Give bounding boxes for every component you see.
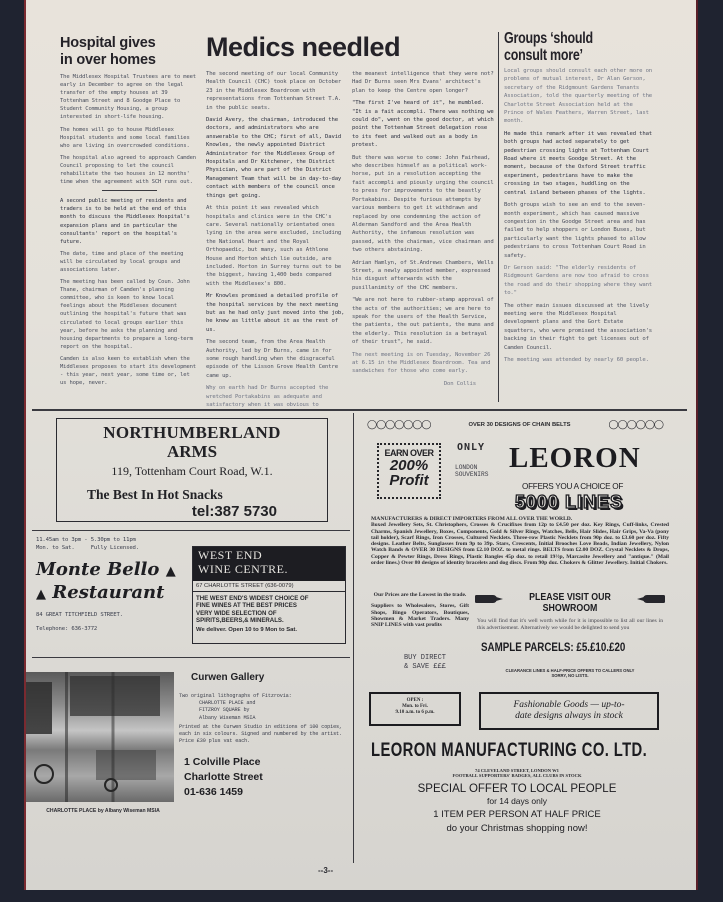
medics-paragraph: At this point it was revealed which hospitals and clinics were in the CHC's care. Several nationally orientated ones lying in the area were excluded, including the National Heart and the Royal Orthopaedic, but many, such as Athlone House and Horton which lie outside, are included. Horton in Surrey turns out to be the biggest, having 1,400 beds compared with the Middlesex's 800. bbox=[206, 205, 342, 287]
restaurant-hours bbox=[36, 536, 196, 553]
ad-leoron bbox=[356, 415, 672, 875]
open-title: OPEN : bbox=[406, 698, 424, 703]
gallery-details: Printed at the Curwen Studio in editions of 100 copies, each in six colours. Signed and numbered by the artist. Price £30 plus vat each. bbox=[179, 723, 342, 745]
fashionable-goods-box bbox=[479, 692, 659, 730]
medics-paragraph: "We are not here to rubber-stamp approval of the acts of the authorities; we are here to speak for the users of the Health Service, the patients, the out patients, the mums and the elderly. This resolution is a betrayal of their trust", he said. bbox=[352, 297, 494, 346]
wine-body-line: VERY WIDE SELECTION OF bbox=[196, 609, 277, 617]
section-divider bbox=[32, 657, 350, 658]
gallery-description bbox=[179, 693, 347, 745]
wine-header bbox=[193, 547, 345, 581]
gallery-address-line2: Charlotte Street bbox=[184, 771, 263, 784]
leoron-brand: LEORON bbox=[509, 442, 641, 474]
open-hours: 9.10 a.m. to 6 p.m. bbox=[395, 710, 435, 715]
leoron-banner bbox=[367, 419, 663, 430]
hospital-headline bbox=[60, 36, 198, 67]
leoron-prices bbox=[371, 592, 469, 628]
buy-direct-line2: & SAVE £££ bbox=[403, 663, 446, 671]
restaurant-name-line1 bbox=[36, 559, 196, 580]
wine-delivery: We deliver. Open 10 to 9 Mon to Sat. bbox=[196, 627, 298, 634]
leoron-badges: FOOTBALL SUPPORTERS' BADGES, ALL CLUBS IN STOCK bbox=[452, 773, 582, 778]
section-divider bbox=[102, 190, 157, 191]
ad-northumberland-arms bbox=[56, 418, 328, 522]
pub-name-line1: NORTHUMBERLAND bbox=[103, 423, 281, 442]
newspaper-page bbox=[24, 0, 696, 890]
hospital-paragraph: The date, time and place of the meeting will be circulated by local groups and associations later. bbox=[60, 250, 184, 273]
illustration-window bbox=[26, 682, 52, 734]
opening-hours-box bbox=[369, 692, 461, 726]
groups-headline bbox=[504, 30, 644, 64]
manufacturers-body: Boxed Jewellery Sets, St. Christophers, Crosses & Crucifixes from 12p to £4.50 per doz. Key Rings, Cuff-links, Crested Charms, Spanish Jewellery, Boxes, Components, Gold & Silver Rings, Watches, Bells, Hair Slides, Hair Grips, Va-Va (pony tail holder), Scarf Rings, Iron Crosses, Cultured Necklets. Three-row Plastic Necklets from 90p doz. to £3.60 per doz. Fifty designs. Leather Belts, Sunglasses from 9p to 39p. Stars, Crescents, Initial Brooches Love Beads, Indian Jewellery, Nylon Watch Bands & OVER 30 DESIGNS from £2.10 DOZ. to metal rings. BELTS from £2.00 DOZ. Crystal Necklets & Drops, Copper & Pewter Rings, Dress Rings, Plastic Bangles 45p doz. to retail 19½p, Marcasite Jewellery and "antique." (Mail order lines.) Over 80 designs of identity bracelets and dog discs. From 90p doz. Chokers & Glitter Jewellery. Initial Chokers. bbox=[371, 522, 669, 567]
hospital-headline-line2: in over homes bbox=[60, 51, 156, 68]
groups-body bbox=[504, 67, 652, 364]
ad-monte-bello bbox=[36, 536, 196, 634]
special-offer-christmas: do your Christmas shopping now! bbox=[446, 823, 588, 834]
clearance-line1: CLEARANCE LINES & HALF-PRICE OFFERS TO CALLERS ONLY bbox=[505, 668, 635, 673]
medics-paragraph: But there was worse to come: John Fairhead, who describes himself as a political work-horse, put in a resolution accepting the fait accompli and piously urging the council to press for improvements to the beastly Portakabins. Despite furious attempts by various members to get it withdrawn and replaced by one condemning the action of Alderman Sandford and the Area Health Authority, the infamous resolution was passed, with the chairman, vice chairman and two others abstaining. bbox=[352, 154, 494, 254]
groups-paragraph: Local groups should consult each other more on problems of mutual interest, Dr Alan Gerson, secretary of the Ridgmount Gardens Tenants Association, told the quarterly meeting of the Charlotte Street Association held at the Prince of Wales Feathers, Warren Street, last month. bbox=[504, 68, 653, 125]
earn-line2: 200% bbox=[389, 457, 429, 474]
chain-icon: ◯◯◯◯◯◯◯ bbox=[367, 419, 431, 429]
gallery-work: Albany Wiseman MSIA bbox=[199, 714, 256, 721]
hospital-body bbox=[60, 73, 198, 387]
illustration-window bbox=[70, 676, 160, 716]
illustration-wheel bbox=[34, 764, 54, 784]
clearance-notice bbox=[477, 668, 663, 678]
article-hospital bbox=[60, 36, 198, 391]
illustration-window bbox=[96, 750, 156, 780]
section-divider bbox=[32, 530, 350, 531]
groups-paragraph: The other main issues discussed at the lively meeting were the Middlesex Hospital development plans and the Gort Estate squatters, who were promised the association's backing in their fight to get licenses out of Camden Council. bbox=[504, 302, 653, 351]
groups-paragraph: Dr Gerson said: "The elderly residents of Ridgmount Gardens are now too afraid to cross the road and do their shopping where they want to." bbox=[504, 264, 653, 297]
groups-paragraph: The meeting was attended by nearly 60 people. bbox=[504, 357, 649, 363]
wine-address: 67 CHARLOTTE STREET (636-0079) bbox=[193, 581, 345, 592]
visit-showroom bbox=[477, 592, 663, 614]
fashion-line1: Fashionable Goods — up-to- bbox=[513, 700, 625, 710]
pub-tagline: The Best In Hot Snacks bbox=[87, 487, 223, 502]
wine-name-line2: WINE CENTRE. bbox=[198, 562, 288, 576]
medics-paragraph: David Avery, the chairman, introduced the doctors, and administrators who are answerable to the CHC; first of all, David Knowles, the newly appointed District Administrator for the Middlesex Group of Hospitals and Dr Kitchener, the District Physician, who are part of the District Management Team that will be in day-to-day contact with members of the council once things get going. bbox=[206, 117, 342, 199]
illustration-caption: CHARLOTTE PLACE by Albany Wiseman MSIA bbox=[46, 808, 160, 814]
medics-paragraph: The second team, from the Area Health Authority, led by Dr Burns, came in for some rough handling when the disgraceful episode of the Lisson Grove Health Centre came up. bbox=[206, 339, 338, 379]
leoron-souvenirs bbox=[455, 464, 488, 478]
earn-line1: EARN OVER bbox=[384, 448, 434, 458]
prices-lowest: Our Prices are the Lowest in the trade. bbox=[373, 592, 467, 598]
medics-paragraph: the meanest intelligence that they were not? Had Dr Burns seen Mrs Evans' architect's plan to keep the Centre open longer? bbox=[352, 71, 494, 94]
clearance-line2: SORRY, NO LISTS. bbox=[551, 673, 589, 678]
wine-body-line: FINE WINES AT THE BEST PRICES bbox=[196, 602, 297, 610]
leoron-company-name: LEORON MANUFACTURING CO. LTD. bbox=[371, 740, 648, 761]
medics-column-2 bbox=[352, 70, 494, 392]
ad-curwen-gallery bbox=[179, 672, 347, 800]
visit-line2: SHOWROOM bbox=[542, 603, 598, 614]
restaurant-name-line2 bbox=[36, 582, 196, 603]
tree-icon: ▲ bbox=[165, 563, 176, 579]
gallery-address-line1: 1 Colville Place bbox=[184, 756, 261, 769]
medics-paragraph: Mr Knowles promised a detailed profile of the hospital services by the next meeting but as he had only just moved into the job, he knew as little about it as the rest of us. bbox=[206, 293, 345, 333]
groups-paragraph: Both groups wish to see an end to the seven-month experiment, which has caused massive congestion in the Goodge Street area and has failed to help shoppers or London Buses, but particularly want the lights phased to allow pedestrians to cross Tottenham Court Road in safety. bbox=[504, 202, 646, 259]
special-offer-title: SPECIAL OFFER TO LOCAL PEOPLE bbox=[417, 783, 617, 795]
special-offer-days: for 14 days only bbox=[486, 796, 547, 806]
medics-paragraph: Adrian Hamlyn, of St.Andrews Chambers, Wells Street, a newly appointed member, expressed his disgust afterwards with the pusillanimity of the CHC members. bbox=[352, 259, 494, 291]
hospital-paragraph: Camden is also keen to establish when the Middlesex proposes to start its development - this year, next year, some time or, let us hope, never. bbox=[60, 355, 196, 387]
page-number: --3-- bbox=[318, 866, 334, 875]
restaurant-hours-line1: 11.45am to 3pm - 5.30pm to 11pm bbox=[36, 537, 136, 543]
earn-profit-badge bbox=[377, 443, 441, 499]
groups-headline-line1: Groups ‘should bbox=[504, 30, 593, 47]
visit-line1: PLEASE VISIT OUR bbox=[529, 592, 611, 603]
illustration-wheel bbox=[104, 778, 118, 792]
medics-paragraph: Why on earth had Dr Burns accepted the wretched Portakabins as adequate and satisfactory when it was obvious to bbox=[206, 385, 329, 409]
leoron-only: ONLY bbox=[457, 442, 486, 453]
open-days: Mon. to Fri. bbox=[402, 704, 428, 709]
hospital-paragraph: The hospital also agreed to approach Camden Council proposing to let the council rehabilitate the two houses in 12 months' time when the agreement with SCH runs out. bbox=[60, 154, 196, 186]
hospital-paragraph: A second public meeting of residents and traders is to be held at the end of this month to discuss the Middlesex Hospital's expansion plans and in particular the consultants' report on the hospital's future. bbox=[60, 198, 190, 245]
leoron-manufacturers bbox=[371, 516, 669, 566]
restaurant-name: Monte Bello bbox=[36, 558, 160, 580]
wine-body bbox=[193, 592, 345, 624]
restaurant-hours-line2: Mon. to Sat. Fully Licensed. bbox=[36, 545, 139, 552]
section-divider bbox=[32, 409, 687, 411]
leoron-address bbox=[371, 768, 663, 778]
leoron-offers: OFFERS YOU A CHOICE OF bbox=[522, 482, 624, 491]
chain-icon: ◯◯◯◯◯◯ bbox=[608, 419, 663, 429]
groups-headline-line2: consult more’ bbox=[504, 47, 583, 64]
visit-body: You will find that it's well worth while for it is impossible to list all our lines in this advertisement. Alternatively we would be delighted to send you bbox=[477, 618, 663, 631]
medics-column-1 bbox=[206, 70, 346, 413]
tree-icon: ▲ bbox=[36, 586, 46, 602]
gallery-work: FITZROY SQUARE by bbox=[199, 707, 250, 714]
column-divider bbox=[353, 413, 354, 863]
fashion-line2: date designs always in stock bbox=[515, 711, 623, 721]
special-offer-half-price: 1 ITEM PER PERSON AT HALF PRICE bbox=[433, 809, 601, 820]
leoron-banner-text: OVER 30 DESIGNS OF CHAIN BELTS bbox=[468, 421, 571, 428]
restaurant-phone: Telephone: 636-3772 bbox=[36, 626, 98, 633]
ad-west-end-wine-centre bbox=[192, 546, 346, 644]
pub-phone: tel:387 5730 bbox=[191, 503, 277, 520]
gallery-address bbox=[179, 755, 347, 800]
medics-paragraph: "The first I've heard of it", he mumbled. "It is a fait accompli. There was nothing we could do", went on the good doctor, at which point the Tottenham Street delegation rose to its feet and walked out as a body in protest. bbox=[352, 100, 494, 149]
suppliers-text: Suppliers to Wholesalers, Stores, Gift Shops, Bingo Operators, Boutiques, Showmen & Market Traders. Many SNIP LINES with vast profits bbox=[371, 603, 469, 629]
pub-name-line2: ARMS bbox=[166, 442, 218, 461]
charlotte-place-illustration bbox=[24, 672, 174, 802]
medics-byline: Don Collis bbox=[443, 380, 476, 387]
gallery-work: CHARLOTTE PLACE and bbox=[199, 700, 256, 707]
souvenirs-line1: LONDON bbox=[455, 464, 478, 471]
restaurant-name: Restaurant bbox=[52, 581, 165, 603]
sample-parcels: SAMPLE PARCELS: £5.£10.£20 bbox=[481, 642, 626, 654]
gallery-phone: 01-636 1459 bbox=[184, 786, 243, 799]
groups-paragraph: He made this remark after it was revealed that both groups had acted separately to get pedestrian crossing lights at Tottenham Court Road where it meets Goodge Street. At the moment, because of the Oxford Street traffic experiment, pedestrians have to make the crossing in two stages, huddling on the central island between phases of the lights. bbox=[504, 130, 653, 196]
medics-headline: Medics needled bbox=[206, 32, 401, 62]
hospital-paragraph: The homes will go to house Middlesex Hospital students and some local families who are living in overcrowded conditions. bbox=[60, 126, 190, 149]
gallery-works bbox=[179, 700, 347, 722]
special-offer bbox=[371, 782, 663, 835]
hospital-headline-line1: Hospital gives bbox=[60, 35, 156, 51]
column-divider bbox=[498, 32, 499, 402]
souvenirs-line2: SOUVENIRS bbox=[455, 471, 489, 478]
buy-direct-line1: BUY DIRECT bbox=[403, 654, 446, 662]
gallery-intro: Two original lithographs of Fitzrovia: bbox=[179, 693, 292, 699]
hospital-paragraph: The Middlesex Hospital Trustees are to meet early in December to agree on the legal transfer of the empty houses at 39 Tottenham Street and 8 Goodge Place to Student Community Housing, a group interested in short-life housing. bbox=[60, 74, 196, 121]
manufacturers-heading: MANUFACTURERS & DIRECT IMPORTERS FROM ALL OVER THE WORLD. bbox=[371, 516, 573, 522]
hospital-paragraph: The meeting has been called by Coun. John Thane, chairman of Camden's planning committee, who is keen to know local feelings about the Middlesex document outlining the hospital's future that was circulated to local groups earlier this year, before he asks the planning and housing departments to prepare a long-term report on the hospital. bbox=[60, 279, 193, 350]
pub-address: 119, Tottenham Court Road, W.1. bbox=[111, 464, 273, 478]
wine-body-line: SPIRITS,BEERS,& MINERALS. bbox=[196, 616, 284, 624]
leoron-5000-lines: 5000 LINES bbox=[515, 492, 624, 512]
restaurant-address: 84 GREAT TITCHFIELD STREET. bbox=[36, 611, 123, 618]
wine-name-line1: WEST END bbox=[198, 548, 263, 562]
medics-paragraph: The second meeting of our local Community Health Council (CHC) took place on October 23 in the Middlesex Boardroom with representations from Tottenham Street T.A. in the public seats. bbox=[206, 71, 342, 111]
gallery-title: Curwen Gallery bbox=[191, 672, 265, 683]
medics-paragraph: The next meeting is on Tuesday, November 26 at 6.15 in the Middlesex Boardroom. Tea and sandwiches for those who come early. bbox=[352, 351, 491, 375]
earn-line3: Profit bbox=[389, 472, 429, 489]
wine-body-line: THE WEST END'S WIDEST CHOICE OF bbox=[196, 595, 309, 602]
leoron-address-line: 74 CLEVELAND STREET, LONDON W1 bbox=[475, 768, 559, 773]
pointing-hand-icon bbox=[643, 595, 665, 603]
buy-direct bbox=[387, 654, 463, 672]
article-groups bbox=[504, 30, 652, 368]
